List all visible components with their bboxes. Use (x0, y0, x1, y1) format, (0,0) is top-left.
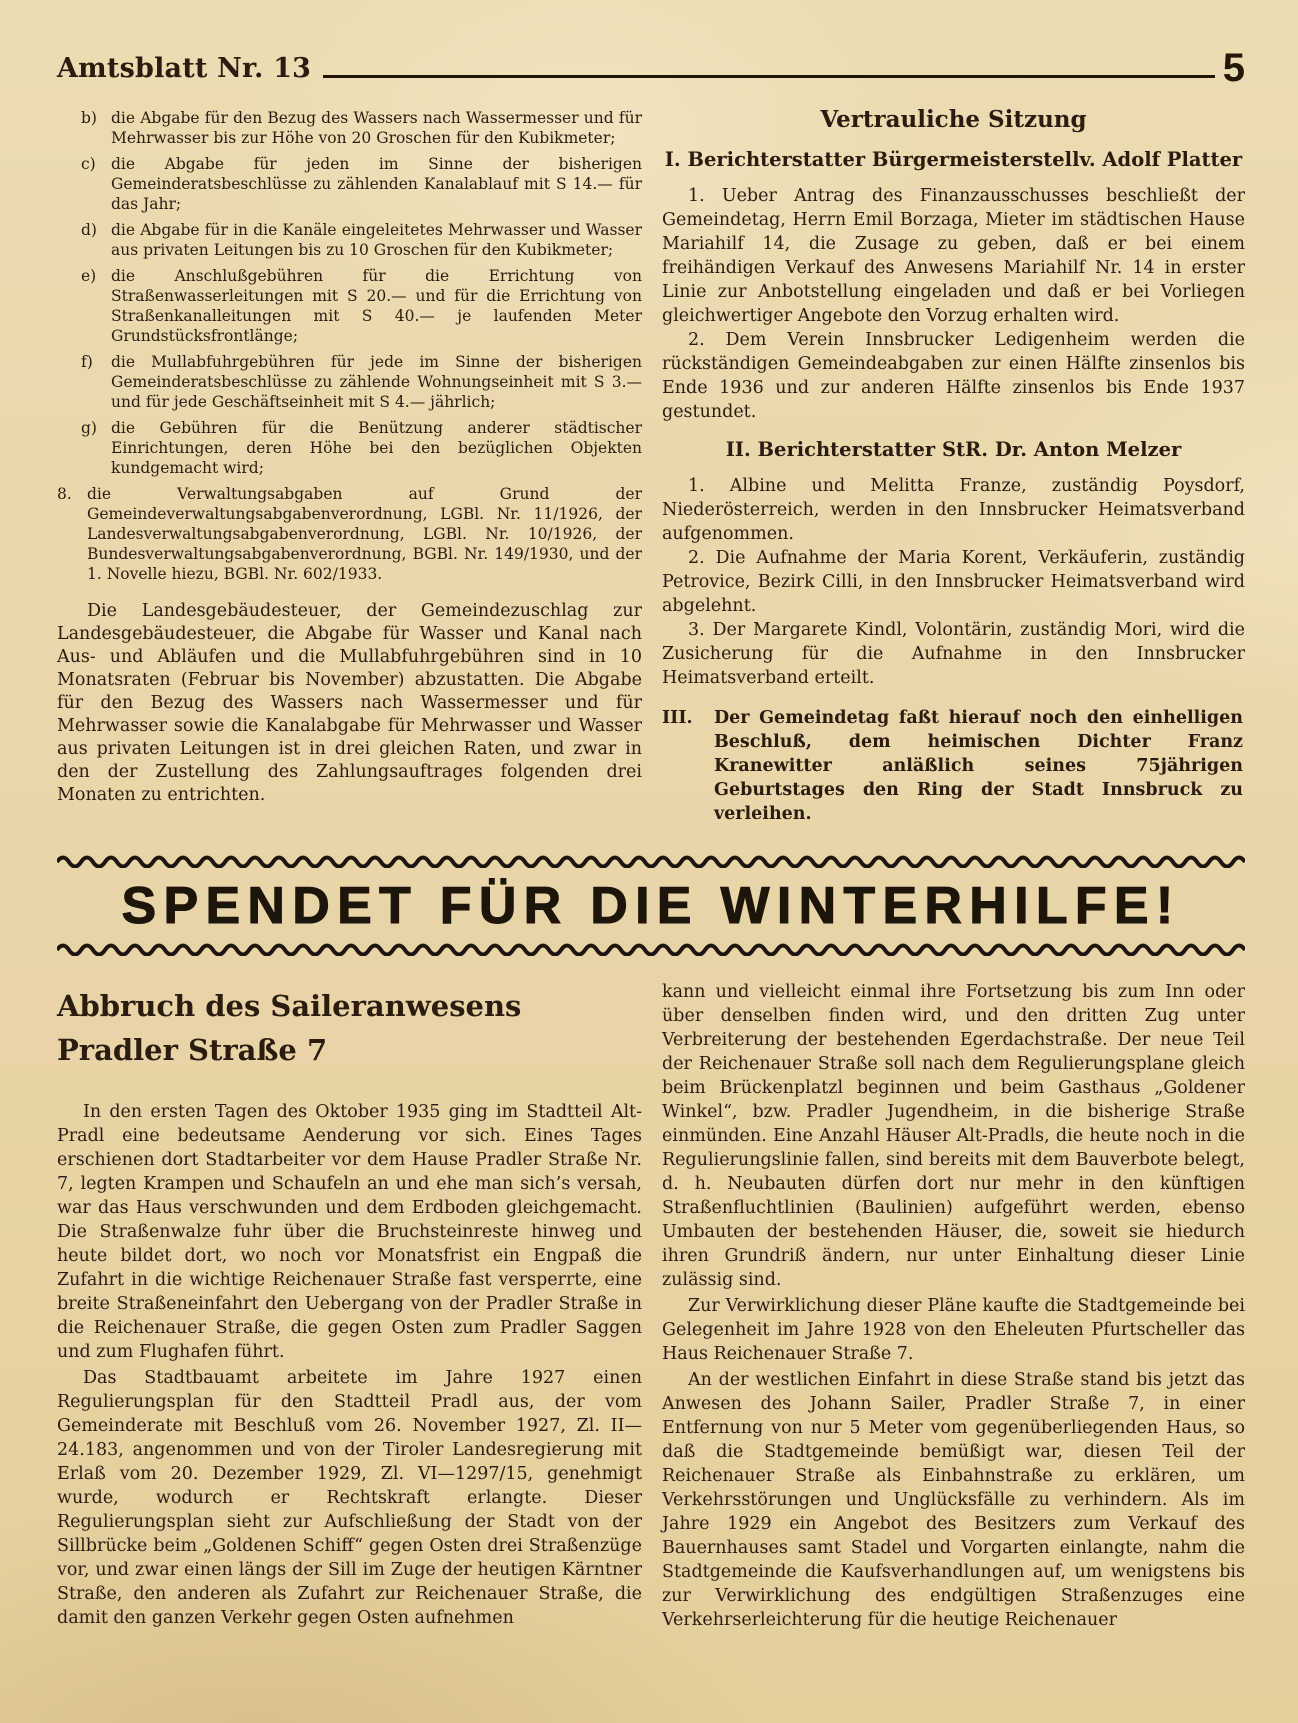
list-item (57, 154, 642, 214)
item-text: die Gebühren für die Benützung anderer städtischer Einrichtungen, deren Höhe bei den bezüglichen Objekten kundgemacht wird; (111, 419, 642, 477)
tax-list-column (57, 108, 642, 826)
wavy-divider-top (57, 854, 1245, 868)
section-title: Vertrauliche Sitzung (820, 106, 1087, 133)
subsection-heading: I. Berichterstatter Bürgermeisterstellv. Adolf Platter (664, 148, 1243, 171)
page-number: 5 (1222, 46, 1245, 90)
masthead-title: Amtsblatt Nr. 13 (57, 53, 312, 84)
paragraph: 1. Ueber Antrag des Finanzausschusses beschließt der Gemeindetag, Herrn Emil Borzaga, Mieter im städtischen Hause Mariahilf 14, die Zusage zu geben, daß er bei einem freihändigen Verkauf des Anwesens Mariahilf Nr. 14 in erster Linie zur Anbotstellung eingeladen und daß er bei Vorliegen gleichwertiger Angebote den Vorzug erhalten wird. (662, 186, 1245, 326)
paragraph: Das Stadtbauamt arbeitete im Jahre 1927 einen Regulierungsplan für den Stadtteil Pradl aus, der vom Gemeinderate mit Beschluß vom 26. November 1927, Zl. II—24.183, angenommen und von der Tiroler Landesregierung mit Erlaß vom 20. Dezember 1929, Zl. VI—1297/15, genehmigt wurde, wodurch er Rechtskraft erlangte. Dieser Regulierungsplan sieht zur Aufschließung der Stadt von der Sillbrücke beim „Goldenen Schiff“ gegen Osten drei Straßenzüge vor, und zwar einen längs der Sill im Zuge der heutigen Kärntner Straße, den anderen als Zufahrt zur Reichenauer Straße, die damit den ganzen Verkehr gegen Osten aufnehmen (57, 1368, 642, 1628)
list-item (57, 352, 642, 412)
paragraph: An der westlichen Einfahrt in diese Straße stand bis jetzt das Anwesen des Johann Sailer, Pradler Straße 7, in einer Entfernung von nur 5 Meter vom gegenüberliegenden Haus, so daß die Stadtgemeinde bemüßigt war, diesen Teil der Reichenauer Straße als Einbahnstraße zu erklären, um Verkehrsstörungen und Unglücksfälle zu verhindern. Als im Jahre 1929 ein Angebot des Besitzers zum Verkauf des Bauernhauses samt Stadel und Vorgarten einlangte, nahm die Stadtgemeinde die Kaufsverhandlungen auf, um wenigstens bis zur Verwirklichung des endgültigen Straßenzuges eine Verkehrserleichterung für die heutige Reichenauer (662, 1370, 1245, 1630)
item-label: b) (81, 109, 97, 127)
paragraph: 3. Der Margarete Kindl, Volontärin, zuständig Mori, wird die Zusicherung für die Aufnahme in den Innsbrucker Heimatsverband erteilt. (662, 620, 1245, 688)
item-label: e) (81, 267, 97, 285)
item-text: die Abgabe für in die Kanäle eingeleitetes Mehrwasser und Wasser aus privaten Leitungen bis zu 10 Groschen für den Kubikmeter; (111, 221, 642, 259)
item-text: die Anschlußgebühren für die Errichtung von Straßenwasserleitungen mit S 20.— und für die Errichtung von Straßenkanalleitungen mit S 40.— je laufenden Meter Grundstücksfrontlänge; (111, 267, 642, 345)
subsection-heading: II. Berichterstatter StR. Dr. Anton Melzer (725, 438, 1182, 461)
article-section (57, 980, 1245, 1634)
item-text: die Mullabfuhrgebühren für jede im Sinne der bisherigen Gemeinderatsbeschlüsse zu zählende Wohnungseinheit mit S 3.— und für jede Geschäftseinheit mit S 4.— jährlich; (111, 353, 642, 411)
paragraph: In den ersten Tagen des Oktober 1935 ging im Stadtteil Alt-Pradl eine bedeutsame Aenderung vor sich. Eines Tages erschienen dort Stadtarbeiter vor dem Hause Pradler Straße Nr. 7, legten Krampen und Schaufeln an und ehe man sich’s versah, war das Haus verschwunden und dem Erdboden gleichgemacht. Die Straßenwalze fuhr über die Bruchsteinreste hinweg und heute bildet dort, wo noch vor Monatsfrist ein Engpaß die Zufahrt in die wichtige Reichenauer Straße fast versperrte, eine breite Straßeneinfahrt den Uebergang von der Pradler Straße in die Reichenauer Straße, die gegen Osten zum Pradler Saggen und zum Flughafen führt. (57, 1102, 642, 1362)
item-text: die Verwaltungsabgaben auf Grund der Gemeindeverwaltungsabgabenverordnung, LGBl. Nr. 11/1926, der Landesverwaltungsabgabenverordnung, LGBl. Nr. 10/1926, der Bundesverwaltungsabgabenverordnung, BGBl. Nr. 149/1930, und der 1. Novelle hiezu, BGBl. Nr. 602/1933. (87, 485, 642, 583)
session-column (662, 108, 1245, 826)
article-left-column (57, 980, 642, 1634)
resolution-paragraph (662, 706, 1245, 826)
payment-terms-paragraph: Die Landesgebäudesteuer, der Gemeindezuschlag zur Landesgebäudesteuer, die Abgabe für Wasser und Kanal nach Aus- und Abläufen und die Mullabfuhrgebühren sind in 10 Monatsraten (Februar bis November) abzustatten. Die Abgabe für den Bezug des Wassers nach Wassermesser und für Mehrwasser sowie die Kanalabgabe für Mehrwasser und Wasser aus privaten Leitungen ist in drei gleichen Raten, und zwar in den der Zustellung des Zahlungsauftrages folgenden drei Monaten zu entrichten. (57, 601, 642, 805)
item-text: die Abgabe für jeden im Sinne der bisherigen Gemeinderatsbeschlüsse zu zählenden Kanalablauf mit S 14.— für das Jahr; (111, 155, 642, 213)
list-item (57, 484, 642, 584)
item-label: 8. (57, 485, 72, 503)
paragraph: 2. Dem Verein Innsbrucker Ledigenheim werden die rückständigen Gemeindeabgaben zur einen Hälfte zinsenlos bis Ende 1936 und zur anderen Hälfte zinsenlos bis Ende 1937 gestundet. (662, 330, 1245, 422)
paragraph: kann und vielleicht einmal ihre Fortsetzung bis zum Inn oder über denselben finden wird, und den dritten Zug unter Verbreiterung der bestehenden Egerdachstraße. Der neue Teil der Reichenauer Straße soll nach dem Regulierungsplane gleich beim Brückenplatzl beginnen und beim Gasthaus „Goldener Winkel“, bzw. Pradler Jugendheim, in die bisherige Straße einmünden. Eine Anzahl Häuser Alt-Pradls, die heute noch in die Regulierungslinie fallen, sind bereits mit dem Bauverbote belegt, d. h. Neubauten dürfen dort nur mehr in den künftigen Straßenfluchtlinien (Baulinien) aufgeführt werden, ebenso Umbauten der bestehenden Häuser, die, soweit sie hiedurch ihren Grundriß ändern, nur unter Einhaltung dieser Linie zulässig sind. (662, 982, 1245, 1290)
banner-text: SPENDET FÜR DIE WINTERHILFE! (121, 877, 1181, 935)
item-label: g) (81, 419, 97, 437)
wavy-divider-bottom (57, 942, 1245, 956)
resolution-text: Der Gemeindetag faßt hierauf noch den einhelligen Beschluß, dem heimischen Dichter Franz Kranewitter anläßlich seines 75jährigen Geburtstages den Ring der Stadt Innsbruck zu verleihen. (714, 708, 1243, 824)
article-title: Abbruch des Saileranwesens Pradler Straße 7 (57, 989, 522, 1067)
list-item (57, 418, 642, 478)
paragraph: 2. Die Aufnahme der Maria Korent, Verkäuferin, zuständig Petrovice, Bezirk Cilli, in den Innsbrucker Heimatsverband wird abgelehnt. (662, 548, 1245, 616)
list-item (57, 220, 642, 260)
winterhilfe-banner (57, 854, 1245, 956)
top-section (57, 108, 1245, 826)
paragraph: Zur Verwirklichung dieser Pläne kaufte die Stadtgemeinde bei Gelegenheit im Jahre 1928 von den Eheleuten Pfurtscheller das Haus Reichenauer Straße 7. (662, 1296, 1245, 1364)
item-label: c) (81, 155, 96, 173)
list-item (57, 108, 642, 148)
list-item (57, 266, 642, 346)
item-label: d) (81, 221, 97, 239)
article-right-column (662, 980, 1245, 1634)
item-text: die Abgabe für den Bezug des Wassers nach Wassermesser und für Mehrwasser bis zur Höhe von 20 Groschen für den Kubikmeter; (111, 109, 642, 147)
resolution-label: III. (662, 708, 693, 728)
page-header (57, 46, 1245, 90)
item-label: f) (81, 353, 93, 371)
header-rule (323, 75, 1215, 78)
paragraph: 1. Albine und Melitta Franze, zuständig Poysdorf, Niederösterreich, werden in den Innsbrucker Heimatsverband aufgenommen. (662, 476, 1245, 544)
